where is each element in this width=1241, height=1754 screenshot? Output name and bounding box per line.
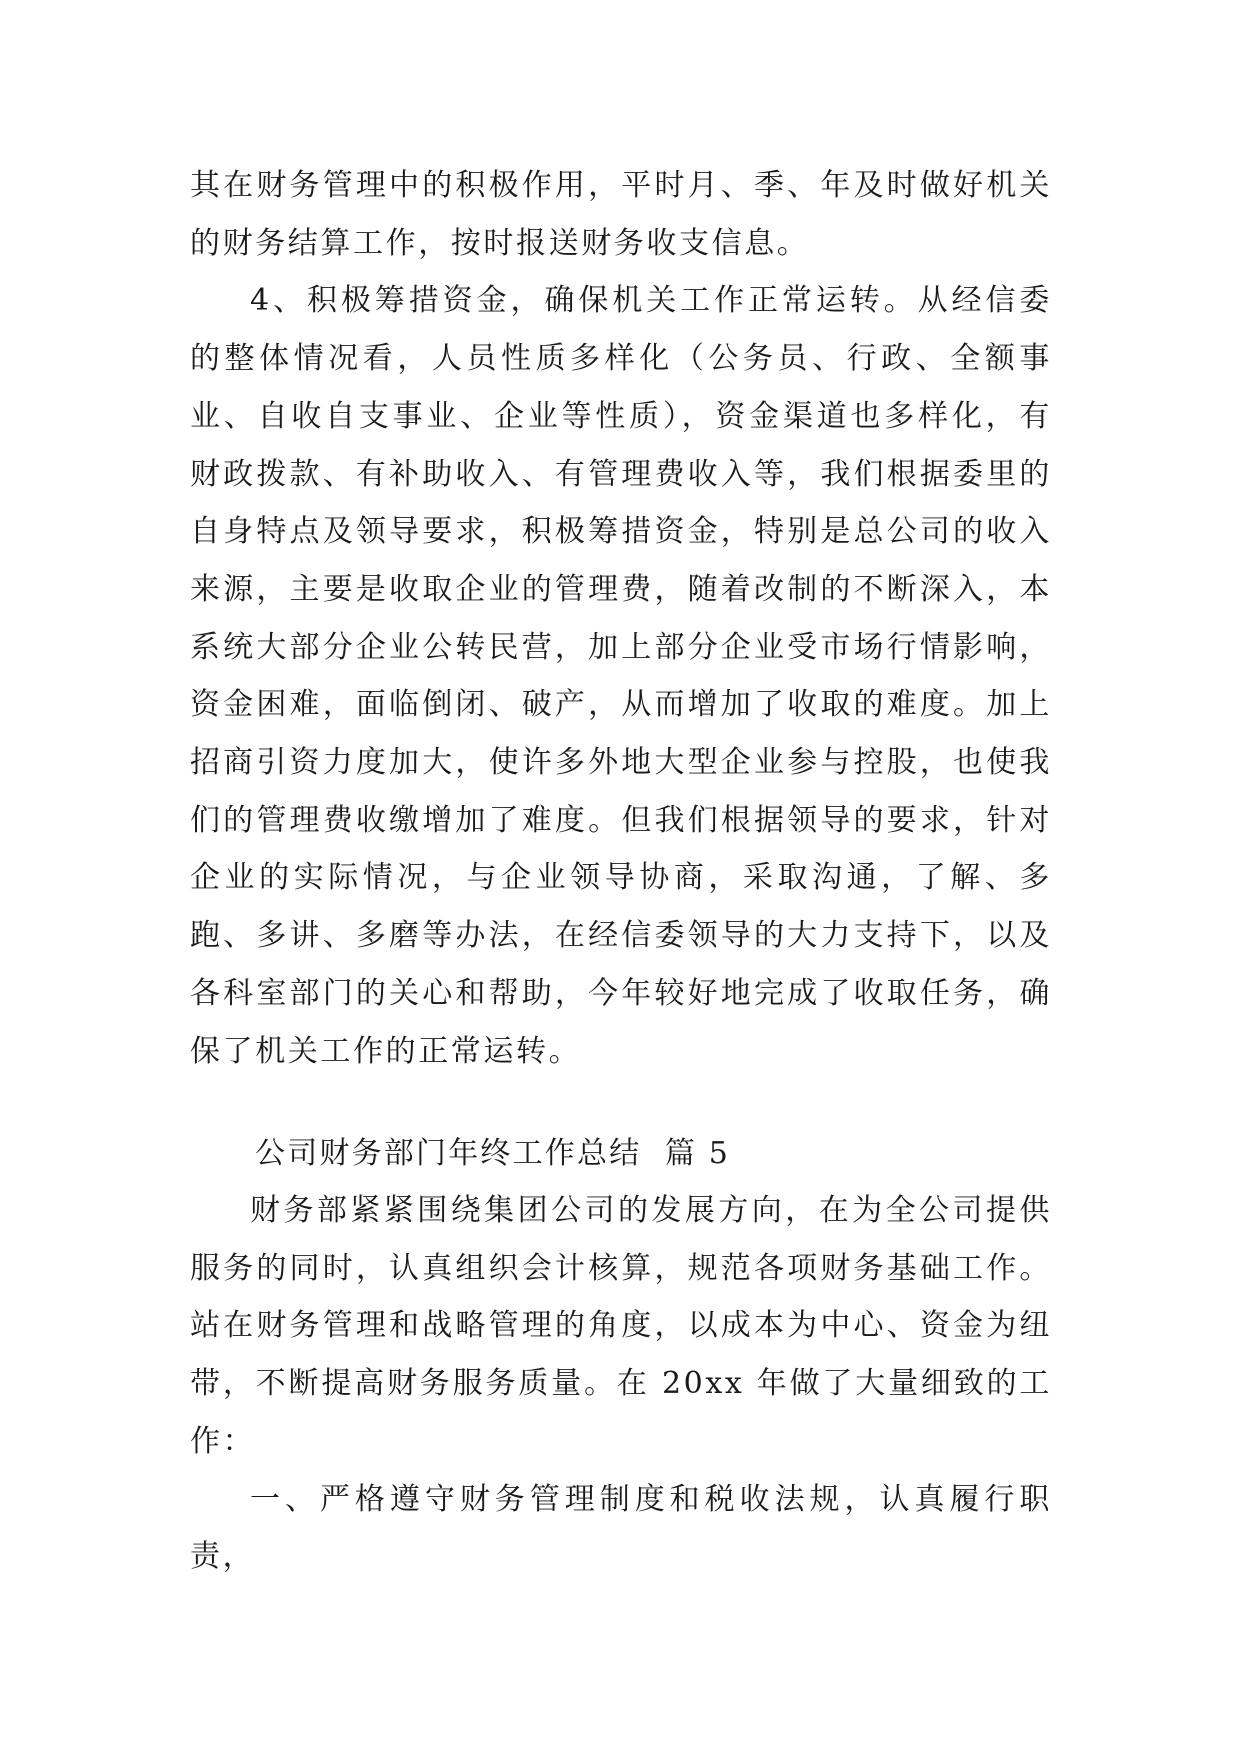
paragraph-continuation: 其在财务管理中的积极作用，平时月、季、年及时做好机关的财务结算工作，按时报送财务收支信息。 bbox=[190, 168, 1052, 261]
paragraph-point-one: 一、严格遵守财务管理制度和税收法规，认真履行职责， bbox=[190, 1481, 1052, 1575]
paragraph-fundraising: 4、积极筹措资金，确保机关工作正常运转。从经信委的整体情况看，人员性质多样化（公务员、行政、全额事业、自收自支事业、企业等性质），资金渠道也多样化，有财政拨款、有补助收入、有管理费收入等，我们根据委里的自身特点及领导要求，积极筹措资金，特别是总公司的收入来源，主要是收取企业的管理费，随着改制的不断深入，本系统大部分企业公转民营，加上部分企业受市场行情影响，资金困难，面临倒闭、破产，从而增加了收取的难度。加上招商引资力度加大，使许多外地大型企业参与控股，也使我们的管理费收缴增加了难度。但我们根据领导的要求，针对企业的实际情况，与企业领导协商，采取沟通，了解、多跑、多讲、多磨等办法，在经信委领导的大力支持下，以及各科室部门的关心和帮助，今年较好地完成了收取任务，确保了机关工作的正常运转。 bbox=[190, 283, 1052, 1069]
paragraph-intro: 财务部紧紧围绕集团公司的发展方向，在为全公司提供服务的同时，认真组织会计核算，规范各项财务基础工作。站在财务管理和战略管理的角度，以成本为中心、资金为纽带，不断提高财务服务质量。在 20xx 年做了大量细致的工作： bbox=[190, 1193, 1052, 1459]
body-text-part2 bbox=[190, 1182, 1052, 1586]
section-title: 公司财务部门年终工作总结 篇 5 bbox=[255, 1136, 731, 1171]
body-text-part1 bbox=[190, 157, 1052, 1080]
